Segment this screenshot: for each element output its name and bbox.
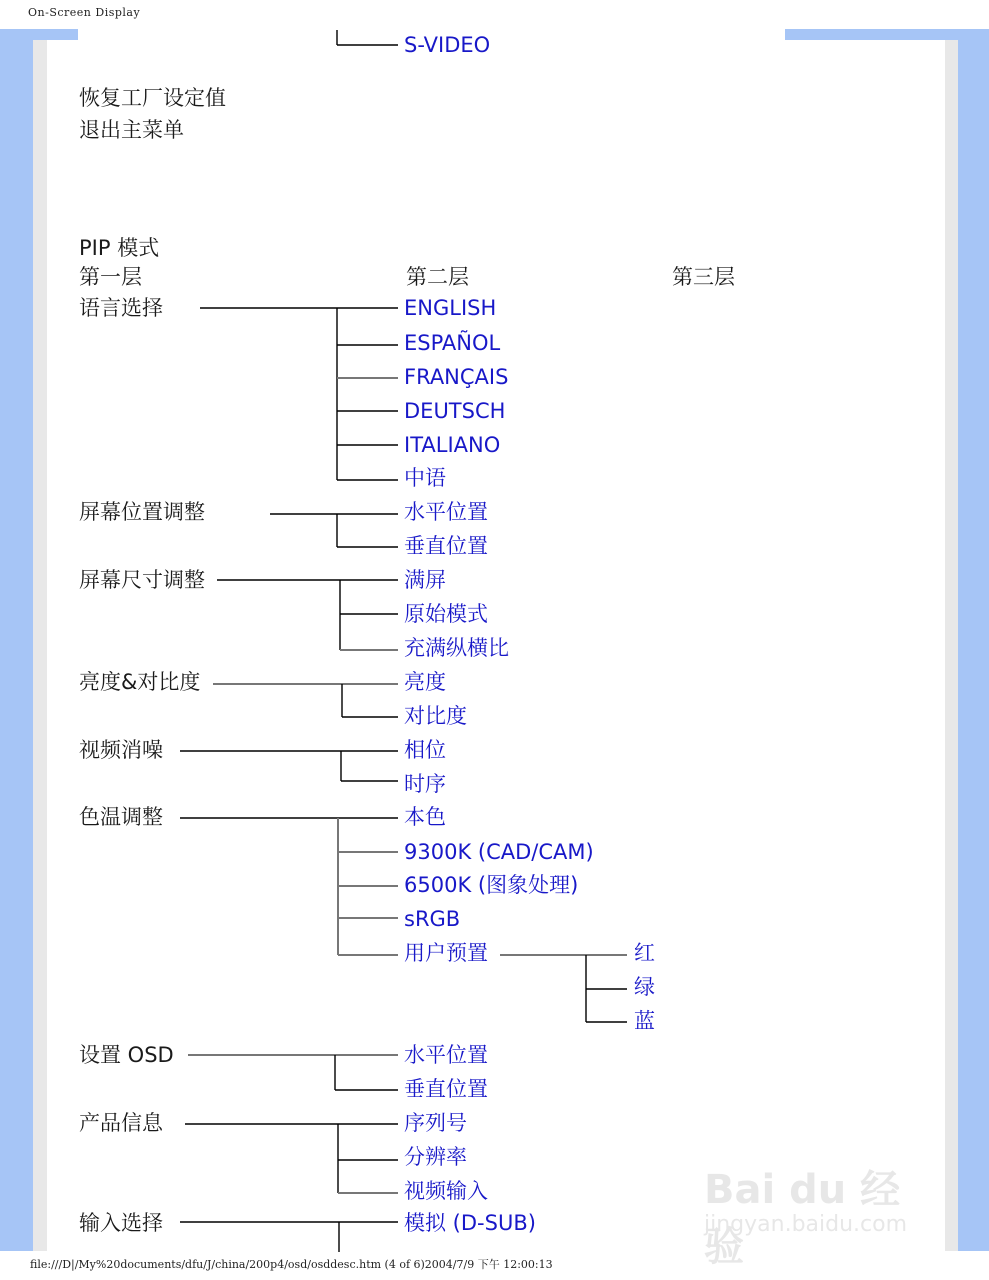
submenu-analog[interactable]: 模拟 (D-SUB): [404, 1211, 536, 1235]
submenu-resolution[interactable]: 分辨率: [404, 1145, 467, 1169]
section-title: PIP 模式: [79, 236, 160, 260]
submenu-aspect[interactable]: 充满纵横比: [404, 636, 509, 660]
submenu-blue[interactable]: 蓝: [634, 1009, 655, 1033]
submenu-native[interactable]: 原始模式: [404, 602, 488, 626]
submenu-osd-v-position[interactable]: 垂直位置: [404, 1077, 488, 1101]
submenu-video-input[interactable]: 视频输入: [404, 1179, 488, 1203]
submenu-6500k[interactable]: 6500K (图象处理): [404, 873, 579, 897]
submenu-brightness[interactable]: 亮度: [404, 670, 446, 694]
menu-size: 屏幕尺寸调整: [79, 568, 205, 592]
watermark-url: jingyan.baidu.com: [704, 1212, 908, 1237]
submenu-red[interactable]: 红: [634, 941, 655, 965]
submenu-srgb[interactable]: sRGB: [404, 907, 461, 931]
submenu-osd-h-position[interactable]: 水平位置: [404, 1043, 488, 1067]
menu-item-svideo[interactable]: S-VIDEO: [404, 33, 491, 57]
column-header-level3: 第三层: [672, 265, 735, 289]
column-header-level2: 第二层: [406, 265, 469, 289]
submenu-italiano[interactable]: ITALIANO: [404, 433, 501, 457]
menu-input: 输入选择: [79, 1211, 163, 1235]
menu-item-reset: 恢复工厂设定值: [79, 86, 226, 110]
menu-language: 语言选择: [79, 296, 163, 320]
document-header: On-Screen Display: [28, 6, 141, 19]
menu-noise: 视频消噪: [79, 738, 163, 762]
submenu-fullscreen[interactable]: 满屏: [404, 568, 446, 592]
menu-info: 产品信息: [79, 1111, 163, 1135]
watermark: [700, 1130, 940, 1270]
submenu-phase[interactable]: 相位: [404, 738, 446, 762]
submenu-v-position[interactable]: 垂直位置: [404, 534, 488, 558]
submenu-clock[interactable]: 时序: [404, 772, 446, 796]
menu-item-exit: 退出主菜单: [79, 118, 184, 142]
column-header-level1: 第一层: [79, 265, 142, 289]
submenu-native-color[interactable]: 本色: [404, 805, 446, 829]
submenu-serial[interactable]: 序列号: [404, 1111, 467, 1135]
submenu-h-position[interactable]: 水平位置: [404, 500, 488, 524]
submenu-espanol[interactable]: ESPAÑOL: [404, 331, 501, 355]
menu-color: 色温调整: [79, 805, 163, 829]
menu-position: 屏幕位置调整: [79, 500, 205, 524]
submenu-english[interactable]: ENGLISH: [404, 296, 497, 320]
submenu-deutsch[interactable]: DEUTSCH: [404, 399, 506, 423]
submenu-contrast[interactable]: 对比度: [404, 704, 467, 728]
menu-osd: 设置 OSD: [79, 1043, 174, 1067]
submenu-chinese[interactable]: 中语: [404, 466, 446, 490]
document-footer: file:///D|/My%20documents/dfu/J/china/200p4/osd/osddesc.htm (4 of 6)2004/7/9 下午 12:00:13: [30, 1258, 553, 1271]
submenu-green[interactable]: 绿: [634, 975, 655, 999]
watermark-logo: Bai du 经验: [704, 1167, 901, 1270]
submenu-francais[interactable]: FRANÇAIS: [404, 365, 509, 389]
menu-brightness: 亮度&对比度: [79, 670, 201, 694]
submenu-9300k[interactable]: 9300K (CAD/CAM): [404, 840, 594, 864]
submenu-user-preset[interactable]: 用户预置: [404, 941, 488, 965]
